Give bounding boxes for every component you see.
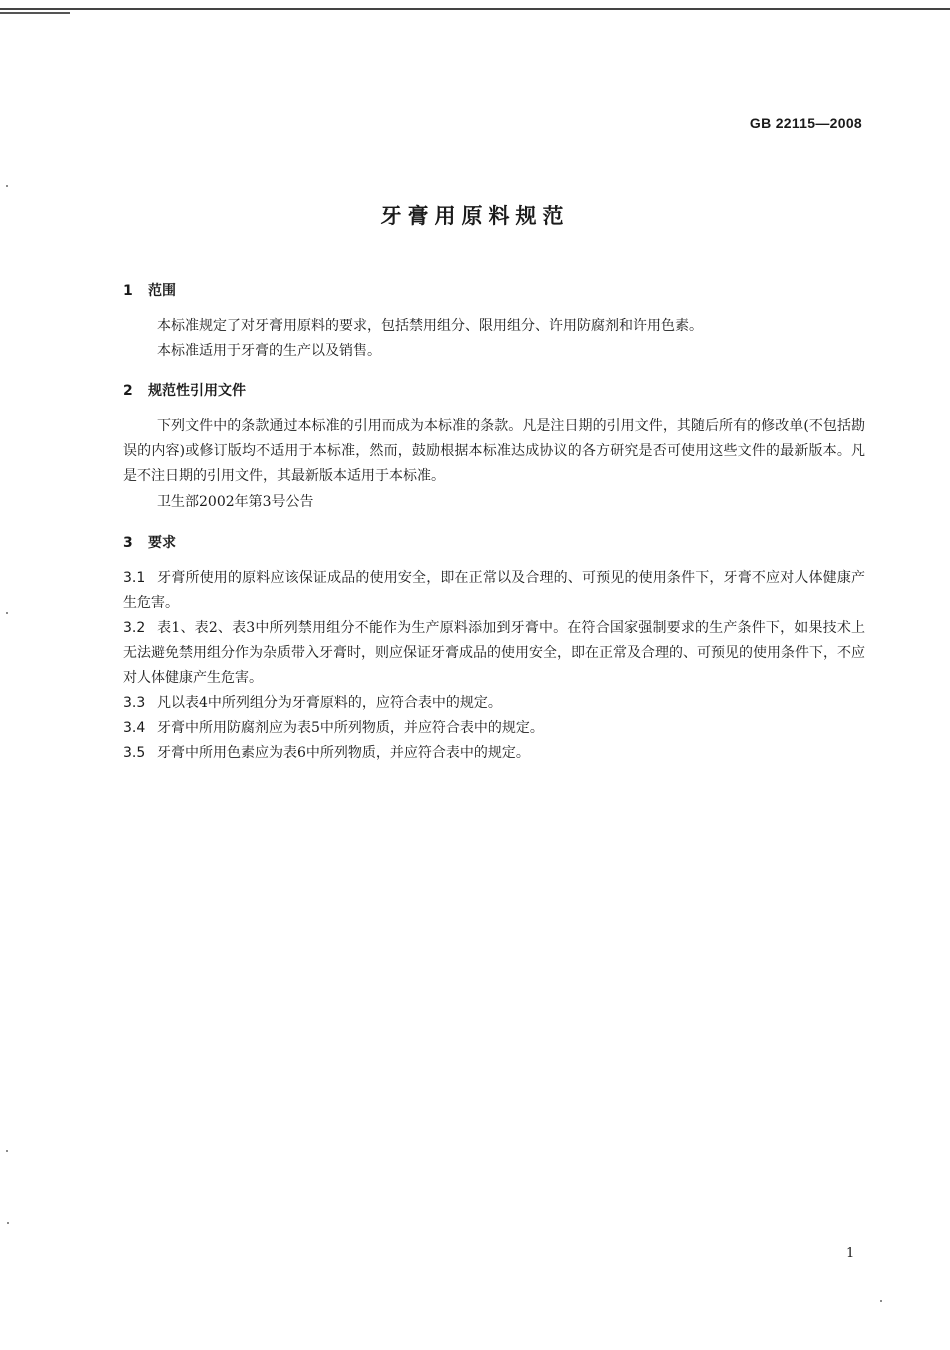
clause-3-4-text: 牙膏中所用防腐剂应为表5中所列物质，并应符合表中的规定。 xyxy=(157,720,544,736)
scan-speck xyxy=(6,1150,8,1152)
section-2-heading xyxy=(123,380,246,400)
section-1-title: 范围 xyxy=(148,283,176,299)
section-2-para-2: 卫生部2002年第3号公告 xyxy=(157,494,314,510)
scan-speck xyxy=(880,1300,882,1302)
scan-speck xyxy=(7,1222,9,1224)
document-title: 牙膏用原料规范 xyxy=(380,204,570,228)
clause-3-1 xyxy=(123,566,865,616)
header-rule xyxy=(0,8,950,10)
clause-3-2-number: 3.2 xyxy=(123,620,146,636)
section-1-para-1: 本标准规定了对牙膏用原料的要求，包括禁用组分、限用组分、许用防腐剂和许用色素。 xyxy=(157,318,703,334)
section-3-heading xyxy=(123,532,176,552)
section-3-number: 3 xyxy=(123,535,133,551)
clause-3-3-text: 凡以表4中所列组分为牙膏原料的，应符合表中的规定。 xyxy=(157,695,502,711)
clause-3-1-text: 牙膏所使用的原料应该保证成品的使用安全，即在正常以及合理的、可预见的使用条件下，牙膏不应对人体健康产生危害。 xyxy=(123,570,865,611)
clause-3-3-number: 3.3 xyxy=(123,695,146,711)
clause-3-5-text: 牙膏中所用色素应为表6中所列物质，并应符合表中的规定。 xyxy=(157,745,530,761)
page-number: 1 xyxy=(846,1246,855,1261)
clause-3-5-number: 3.5 xyxy=(123,745,146,761)
scan-speck xyxy=(6,612,8,614)
scan-speck xyxy=(6,185,8,187)
clause-3-2 xyxy=(123,616,865,691)
section-2-para-1: 下列文件中的条款通过本标准的引用而成为本标准的条款。凡是注日期的引用文件，其随后所有的修改单(不包括勘误的内容)或修订版均不适用于本标准，然而，鼓励根据本标准达成协议的各方研究是否可使用这些文件的最新版本。凡是不注日期的引用文件，其最新版本适用于本标准。 xyxy=(123,418,865,484)
clause-3-4-number: 3.4 xyxy=(123,720,146,736)
section-3-title: 要求 xyxy=(148,535,176,551)
section-1-number: 1 xyxy=(123,283,133,299)
section-2-number: 2 xyxy=(123,383,133,399)
clause-3-1-number: 3.1 xyxy=(123,570,146,586)
section-1-para-2: 本标准适用于牙膏的生产以及销售。 xyxy=(157,343,381,359)
clause-3-2-text: 表1、表2、表3中所列禁用组分不能作为生产原料添加到牙膏中。在符合国家强制要求的生产条件下，如果技术上无法避免禁用组分作为杂质带入牙膏时，则应保证牙膏成品的使用安全，即在正常及合理的、可预见的使用条件下，不应对人体健康产生危害。 xyxy=(123,620,865,686)
clause-3-5 xyxy=(123,741,865,766)
clause-3-4 xyxy=(123,716,865,741)
section-1-heading xyxy=(123,280,176,300)
header-rule-accent xyxy=(0,12,70,14)
clause-3-3 xyxy=(123,691,865,716)
section-2-title: 规范性引用文件 xyxy=(148,383,246,399)
standard-code: GB 22115—2008 xyxy=(749,115,862,131)
